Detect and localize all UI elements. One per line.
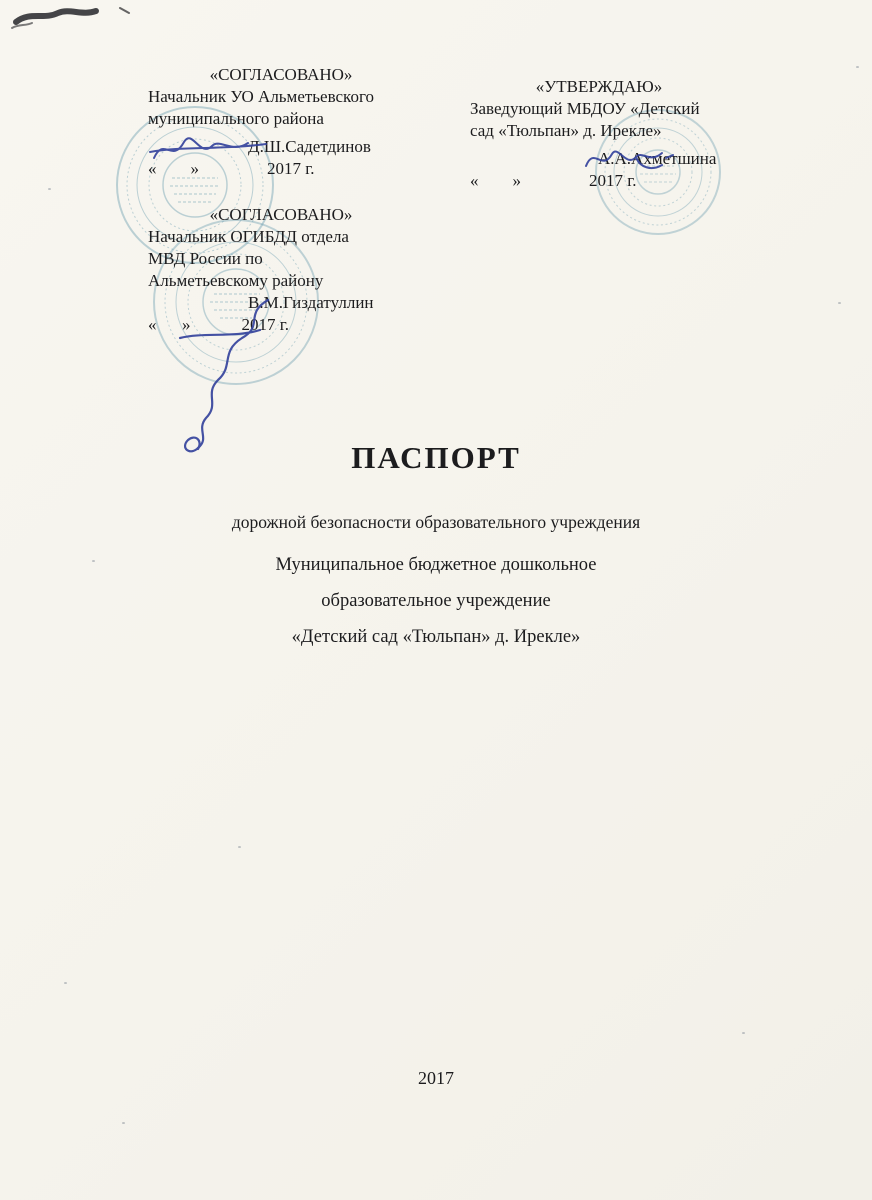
- approval-position-line: МВД России по: [148, 249, 263, 268]
- approval-position-line: Альметьевскому району: [148, 271, 324, 290]
- approval-block-uo: [148, 64, 414, 180]
- approval-date-line: « » 2017 г.: [470, 171, 637, 190]
- scan-speck: [64, 982, 67, 984]
- approval-block-mbdou: [470, 76, 728, 192]
- approval-position-line: Заведующий МБДОУ «Детский: [470, 99, 700, 118]
- scan-speck: [856, 66, 859, 68]
- title-section: [0, 440, 872, 663]
- footer-year: 2017: [418, 1068, 454, 1088]
- approval-signatory-name: А.А.Ахметшина: [598, 149, 717, 168]
- scan-speck: [238, 846, 241, 848]
- organization-line: Муниципальное бюджетное дошкольное: [275, 555, 597, 575]
- approval-position-line: муниципального района: [148, 109, 324, 128]
- approval-heading: «УТВЕРЖДАЮ»: [535, 77, 663, 96]
- document-title: ПАСПОРТ: [351, 440, 521, 475]
- organization-line: образовательное учреждение: [321, 591, 551, 611]
- approval-position-line: Начальник УО Альметьевского: [148, 87, 375, 106]
- scan-speck: [92, 560, 95, 562]
- scan-smudge-top-left: [8, 2, 148, 36]
- approval-position-line: сад «Тюльпан» д. Ирекле»: [470, 121, 662, 140]
- scan-speck: [742, 1032, 745, 1034]
- scan-speck: [838, 302, 841, 304]
- scan-speck: [48, 188, 51, 190]
- scan-speck: [122, 1122, 125, 1124]
- approval-signatory-name: В.М.Гиздатуллин: [248, 293, 374, 312]
- approval-date-line: « » 2017 г.: [148, 159, 315, 178]
- approval-date-line: « » 2017 г.: [148, 315, 290, 334]
- approval-signatory-name: Д.Ш.Садетдинов: [248, 137, 371, 156]
- document-subtitle: дорожной безопасности образовательного учреждения: [231, 512, 641, 532]
- organization-line: «Детский сад «Тюльпан» д. Ирекле»: [291, 627, 581, 647]
- approval-heading: «СОГЛАСОВАНО»: [209, 65, 353, 84]
- approval-heading: «СОГЛАСОВАНО»: [209, 205, 353, 224]
- approval-position-line: Начальник ОГИБДД отдела: [148, 227, 349, 246]
- approval-block-ogibdd: [148, 204, 414, 336]
